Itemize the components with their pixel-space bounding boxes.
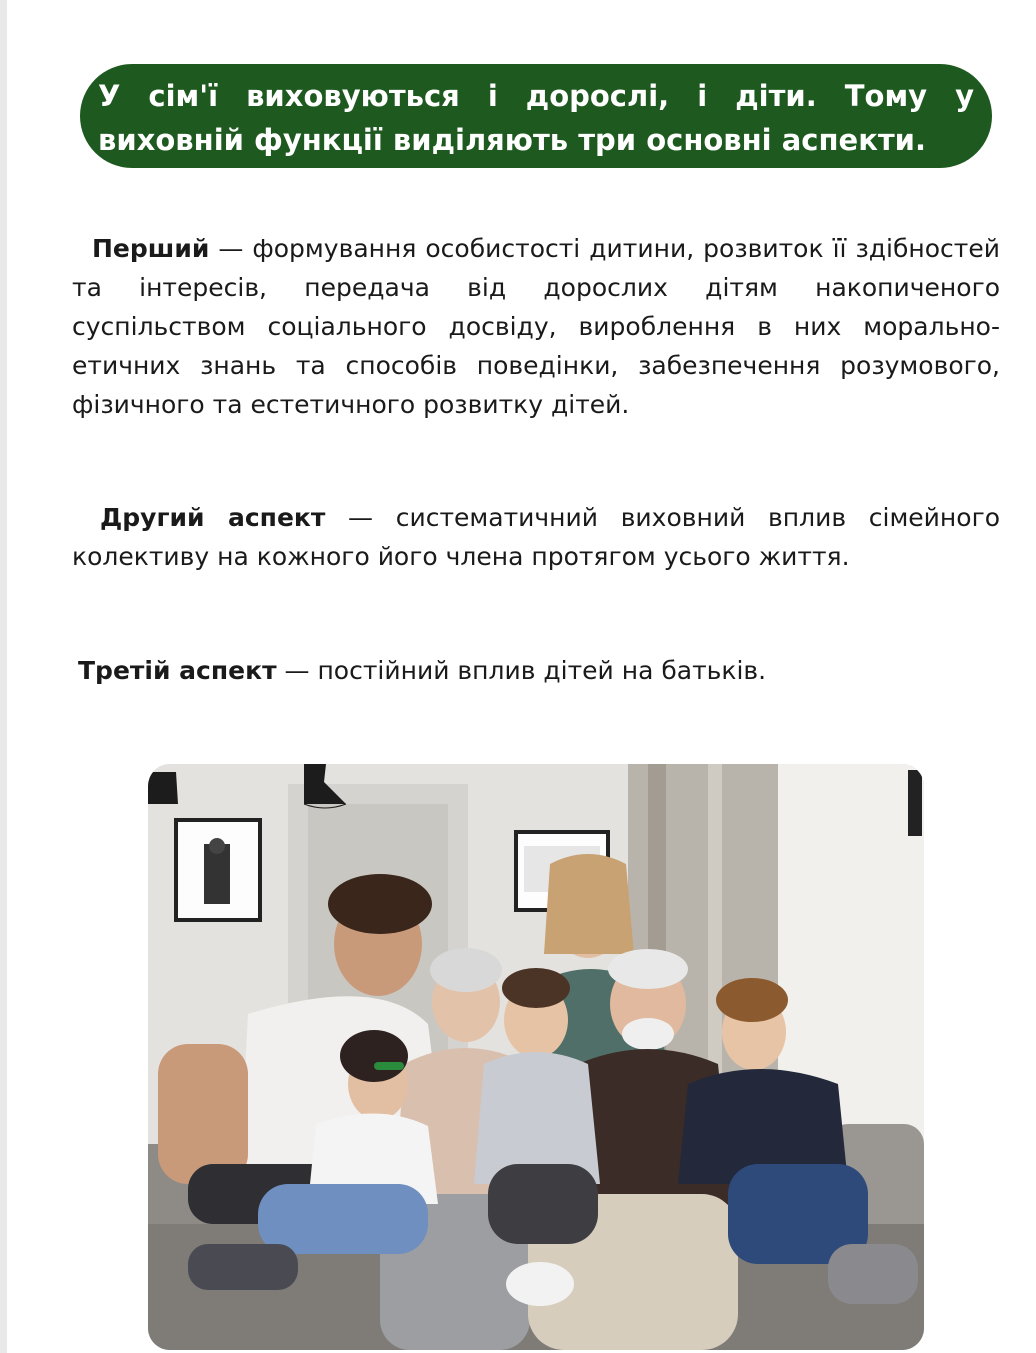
aspect-second-paragraph bbox=[72, 498, 1000, 576]
aspect-second-text: — систематичний виховний вплив сімейного колективу на кожного його члена протягом усього життя. bbox=[72, 503, 1000, 571]
banner-line-1: У сім'ї виховуються і дорослі, і діти. Тому у bbox=[98, 79, 974, 113]
family-photo bbox=[148, 764, 924, 1350]
page-left-edge bbox=[0, 0, 7, 1353]
family-photo-illustration bbox=[148, 764, 924, 1350]
aspect-third-text: — постійний вплив дітей на батьків. bbox=[276, 656, 767, 685]
aspect-third-paragraph bbox=[72, 651, 1000, 690]
banner-line-2: виховній функції виділяють три основні аспекти. bbox=[98, 123, 927, 157]
intro-banner bbox=[80, 64, 992, 168]
aspect-first-label: Перший bbox=[92, 234, 210, 263]
aspect-first-paragraph bbox=[72, 229, 1000, 424]
aspect-third-label: Третій аспект bbox=[78, 656, 277, 685]
aspect-first-text: — формування особистості дитини, розвиток її здібностей та інтересів, передача від дорослих дітям накопиченого суспільством соціального досвіду, вироблення в них морально-етичних знань та способів поведінки, забезпечення розумового, фізичного та естетичного розвитку дітей. bbox=[72, 234, 1000, 419]
aspect-second-label: Другий аспект bbox=[100, 503, 326, 532]
